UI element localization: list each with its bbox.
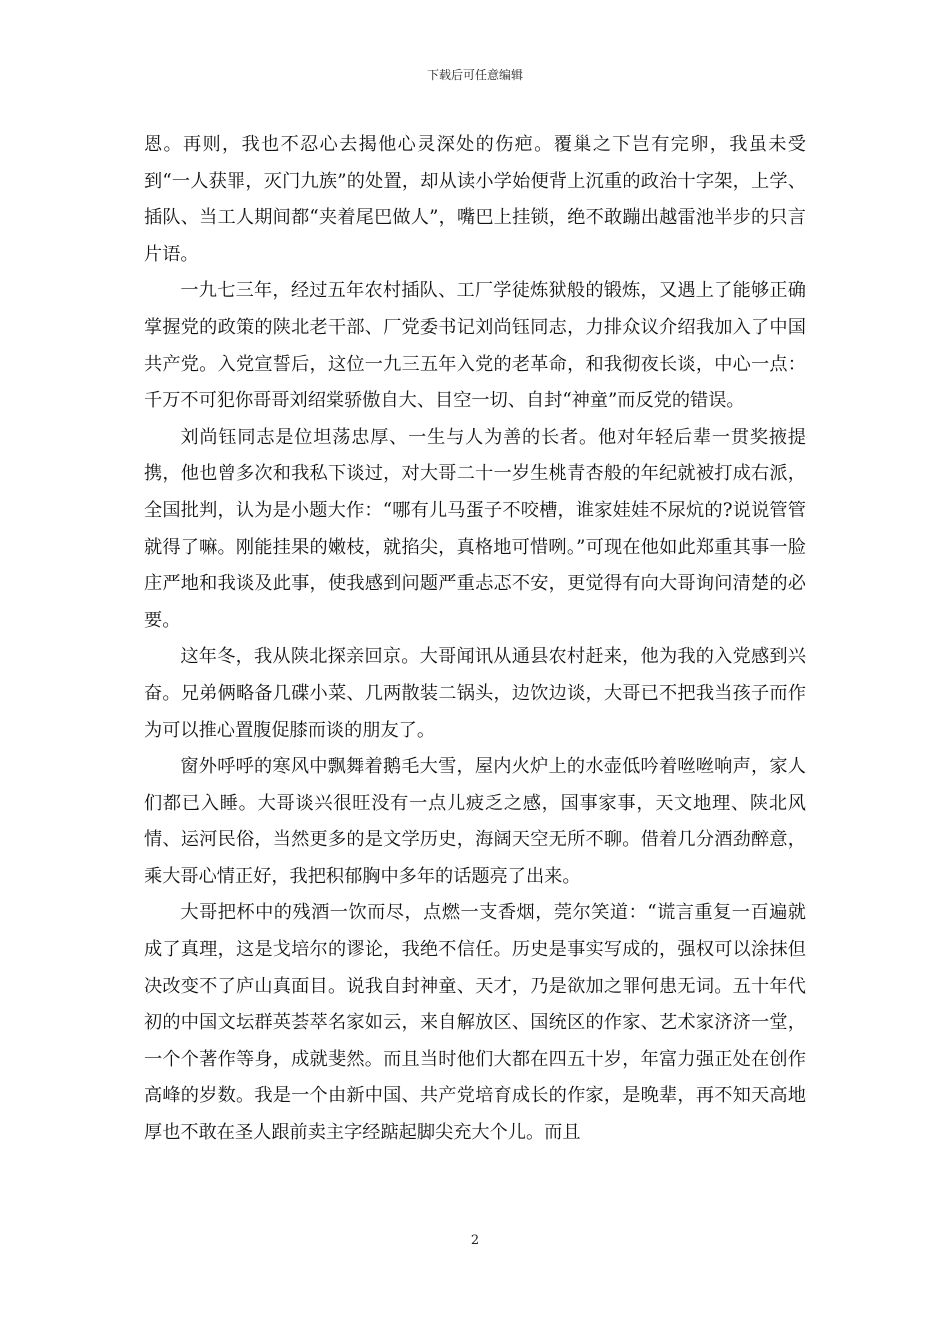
page-header: 下载后可任意编辑 (426, 68, 523, 82)
paragraph: 大哥把杯中的残酒一饮而尽，点燃一支香烟，莞尔笑道：“谎言重复一百遍就成了真理，这是戈培尔的谬论，我绝不信任。历史是事实写成的，强权可以涂抹但决改变不了庐山真面目。说我自封神童、天才，乃是欲加之罪何患无词。五十年代初的中国文坛群英荟萃名家如云，来自解放区、国统区的作家、艺术家济济一堂，一个个著作等身，成就斐然。而且当时他们大都在四五十岁，年富力强正处在创作高峰的岁数。我是一个由新中国、共产党培育成长的作家，是晚辈，再不知天高地厚也不敢在圣人跟前卖主字经踮起脚尖充大个儿。而且 (144, 902, 806, 1144)
paragraph: 刘尚钰同志是位坦荡忠厚、一生与人为善的长者。他对年轻后辈一贯奖掖提携，他也曾多次和我私下谈过，对大哥二十一岁生桃青杏般的年纪就被打成右派，全国批判，认为是小题大作：“哪有儿马蛋子不咬槽，谁家娃娃不尿炕的?说说管管就得了嘛。刚能挂果的嫩枝，就掐尖，真格地可惜咧。”可现在他如此郑重其事一脸庄严地和我谈及此事，使我感到问题严重忐忑不安，更觉得有向大哥询问清楚的必要。 (144, 426, 806, 631)
paragraph-continued: 恩。再则，我也不忍心去揭他心灵深处的伤疤。覆巢之下岂有完卵，我虽未受到“一人获罪，灭门九族”的处置，却从读小学始便背上沉重的政治十字架，上学、插队、当工人期间都“夹着尾巴做人”，嘴巴上挂锁，绝不敢蹦出越雷池半步的只言片语。 (144, 134, 806, 265)
paragraph: 窗外呼呼的寒风中飘舞着鹅毛大雪，屋内火炉上的水壶低吟着咝咝响声，家人们都已入睡。大哥谈兴很旺没有一点儿疲乏之感，国事家事，天文地理、陕北风情、运河民俗，当然更多的是文学历史，海阔天空无所不聊。借着几分酒劲醉意，乘大哥心情正好，我把积郁胸中多年的话题亮了出来。 (144, 756, 806, 887)
document-body (144, 127, 806, 1152)
paragraph: 这年冬，我从陕北探亲回京。大哥闻讯从通县农村赶来，他为我的入党感到兴奋。兄弟俩略备几碟小菜、几两散装二锅头，边饮边谈，大哥已不把我当孩子而作为可以推心置腹促膝而谈的朋友了。 (144, 646, 806, 741)
paragraph: 一九七三年，经过五年农村插队、工厂学徒炼狱般的锻炼，又遇上了能够正确掌握党的政策的陕北老干部、厂党委书记刘尚钰同志，力排众议介绍我加入了中国共产党。入党宣誓后，这位一九三五年入党的老革命，和我彻夜长谈，中心一点：千万不可犯你哥哥刘绍棠骄傲自大、目空一切、自封“神童”而反党的错误。 (144, 280, 806, 412)
page-number: 2 (470, 1233, 480, 1248)
